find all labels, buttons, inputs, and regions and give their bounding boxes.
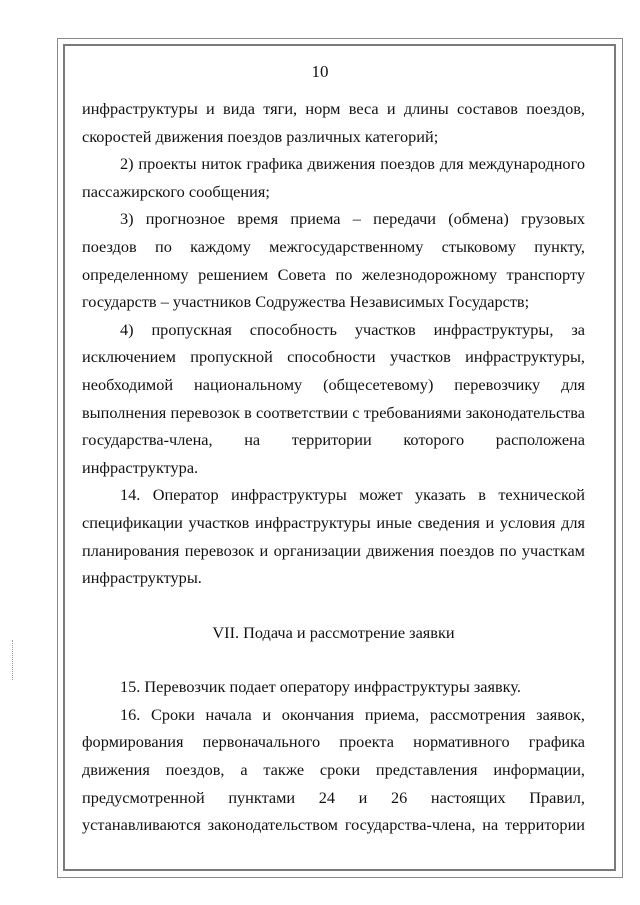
section-heading: VII. Подача и рассмотрение заявки (212, 622, 455, 642)
paragraph-item-3: 3) прогнозное время приема – передачи (обмена) грузовых поездов по каждому межгосударственному стыковому пункту, определенному решением Совета по железнодорожному транспорту государств – участников Содружества Независимых Государств; (82, 209, 585, 312)
page-number: 10 (311, 62, 329, 81)
paragraph-item-4: 4) пропускная способность участков инфраструктуры, за исключением пропускной способности участков инфраструктуры, необходимой национальному (общесетевому) перевозчику для выполнения перевозок в соответствии с требованиями законодательства государства-члена, на территории которого расположена инфраструктура. (82, 319, 585, 477)
paragraph-clause-14: 14. Оператор инфраструктуры может указать в технической спецификации участков инфраструктуры иные сведения и условия для планирования перевозок и организации движения поездов по участкам инфраструктуры. (82, 485, 585, 588)
paragraph-continuation: инфраструктуры и вида тяги, норм веса и длины составов поездов, скоростей движения поездов различных категорий; (82, 99, 585, 146)
spacer (82, 646, 585, 673)
paragraph-clause-16: 16. Сроки начала и окончания приема, рассмотрения заявок, формирования первоначального проекта нормативного графика движения поездов, а также сроки представления информации, предусмотренной пунктами 24 и 26 настоящих Правил, устанавливаются законодательством государства-члена, на территории (82, 704, 585, 835)
paragraph-clause-15: 15. Перевозчик подает оператору инфраструктуры заявку. (120, 677, 521, 697)
document-body (82, 95, 585, 839)
spacer (82, 592, 585, 619)
paragraph-item-2: 2) проекты ниток графика движения поездов для международного пассажирского сообщения; (82, 154, 585, 201)
scan-margin-mark (12, 640, 14, 680)
